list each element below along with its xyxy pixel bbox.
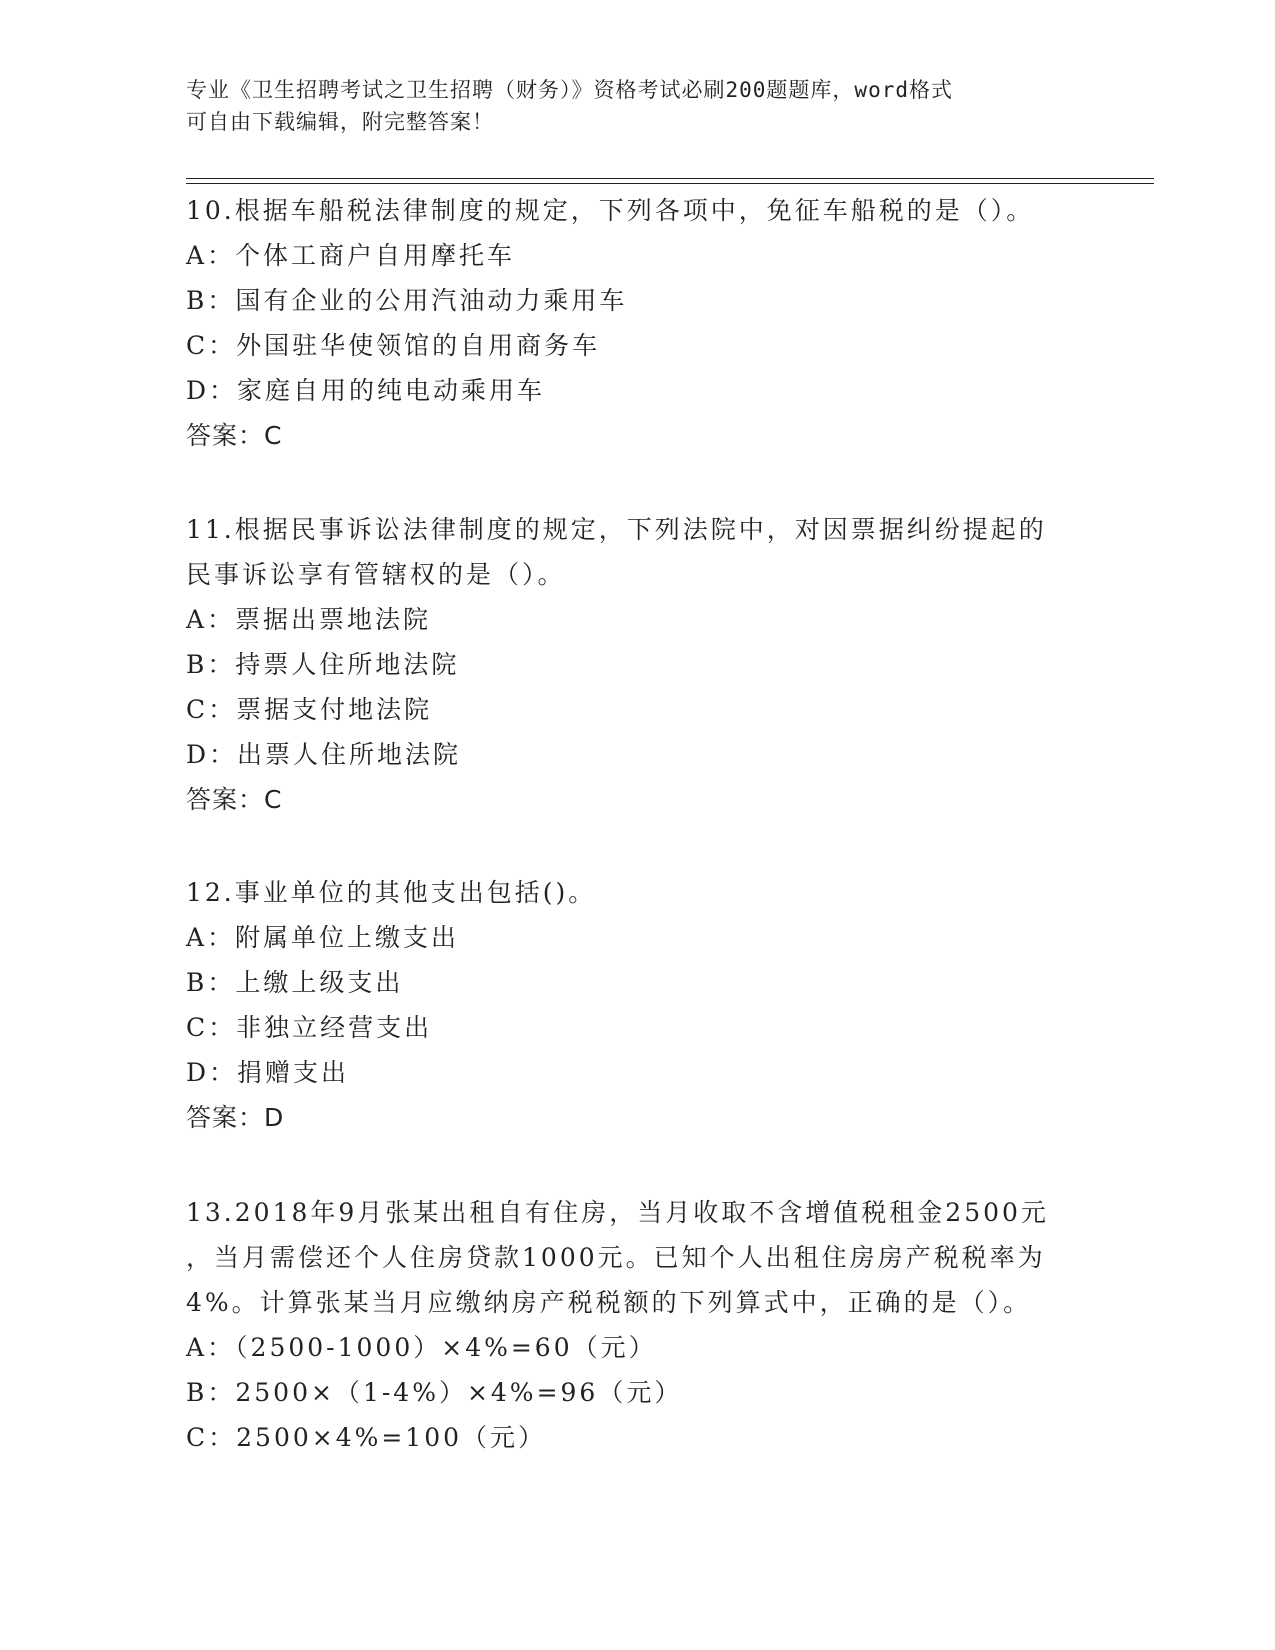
option-d: D：家庭自用的纯电动乘用车 xyxy=(186,376,546,405)
header-line-2: 可自由下载编辑，附完整答案！ xyxy=(186,110,494,134)
option-a: A：票据出票地法院 xyxy=(186,605,432,634)
option-c: C：2500×4%=100（元） xyxy=(186,1423,547,1452)
question-stem-continued: ，当月需偿还个人住房贷款1000元。已知个人出租住房房产税税率为 xyxy=(186,1243,1046,1272)
question-13 xyxy=(186,1190,1086,1460)
option-a: A：个体工商户自用摩托车 xyxy=(186,241,516,270)
option-c: C：票据支付地法院 xyxy=(186,695,433,724)
option-b: B：2500×（1-4%）×4%=96（元） xyxy=(186,1378,683,1407)
question-stem: 10.根据车船税法律制度的规定，下列各项中，免征车船税的是（）。 xyxy=(186,196,1035,225)
question-12 xyxy=(186,870,1086,1140)
answer-line: 答案：D xyxy=(186,1103,285,1132)
option-b: B：持票人住所地法院 xyxy=(186,650,460,679)
option-b: B：国有企业的公用汽油动力乘用车 xyxy=(186,286,628,315)
document-header xyxy=(186,74,1066,138)
option-a: A：（2500-1000）×4%=60（元） xyxy=(186,1333,657,1362)
question-stem: 13.2018年9月张某出租自有住房，当月收取不含增值税租金2500元 xyxy=(186,1198,1049,1227)
question-stem: 12.事业单位的其他支出包括()。 xyxy=(186,878,597,907)
question-stem-continued: 民事诉讼享有管辖权的是（）。 xyxy=(186,560,566,589)
option-c: C：外国驻华使领馆的自用商务车 xyxy=(186,331,601,360)
question-stem-continued: 4%。计算张某当月应缴纳房产税税额的下列算式中，正确的是（）。 xyxy=(186,1288,1032,1317)
answer-line: 答案：C xyxy=(186,785,283,814)
option-b: B：上缴上级支出 xyxy=(186,968,404,997)
header-line-1: 专业《卫生招聘考试之卫生招聘（财务）》资格考试必刷200题题库，word格式 xyxy=(186,78,953,102)
header-divider-bottom xyxy=(186,183,1154,184)
question-10 xyxy=(186,188,1086,458)
header-divider-top xyxy=(186,178,1154,179)
option-a: A：附属单位上缴支出 xyxy=(186,923,460,952)
option-d: D：出票人住所地法院 xyxy=(186,740,462,769)
option-c: C：非独立经营支出 xyxy=(186,1013,433,1042)
question-stem: 11.根据民事诉讼法律制度的规定，下列法院中，对因票据纠纷提起的 xyxy=(186,515,1047,544)
question-11 xyxy=(186,507,1086,822)
answer-line: 答案：C xyxy=(186,421,283,450)
option-d: D：捐赠支出 xyxy=(186,1058,350,1087)
